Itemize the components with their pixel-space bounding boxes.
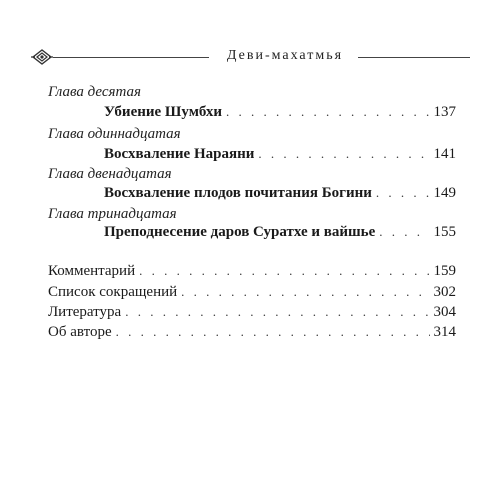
toc-entry[interactable]: [104, 146, 456, 163]
dot-leader: [116, 324, 430, 340]
toc-entry-title: Восхваление плодов почитания Богини: [104, 185, 372, 201]
toc-entry[interactable]: [104, 224, 456, 241]
toc-entry[interactable]: [48, 263, 456, 280]
header-rule-right: [358, 57, 470, 58]
dot-leader: [125, 304, 429, 320]
toc-entry-title: Убиение Шумбхи: [104, 104, 222, 120]
toc-entry-page: 304: [433, 304, 456, 320]
chapter-label: Глава одиннадцатая: [48, 126, 181, 142]
chapter-label: Глава тринадцатая: [48, 206, 177, 222]
running-header-title: Деви-махатмья: [226, 48, 344, 63]
dot-leader: [139, 263, 429, 279]
header-rule-left: [53, 57, 209, 58]
toc-entry-title: Преподнесение даров Суратхе и вайшье: [104, 224, 376, 240]
chapter-label: Глава двенадцатая: [48, 166, 172, 182]
toc-entry-page: 314: [433, 324, 456, 340]
toc-entry-page: 141: [433, 146, 456, 162]
dot-leader: [181, 284, 429, 300]
dot-leader: [258, 146, 429, 162]
toc-entry-page: 159: [433, 263, 456, 279]
toc-entry[interactable]: [48, 284, 456, 301]
toc-entry-title: Список сокращений: [48, 284, 178, 300]
dot-leader: [376, 185, 430, 201]
toc-entry-title: Комментарий: [48, 263, 136, 279]
toc-entry[interactable]: [48, 304, 456, 321]
toc-entry-title: Об авторе: [48, 324, 112, 340]
toc-entry-title: Восхваление Нараяни: [104, 146, 255, 162]
toc-entry-page: 302: [433, 284, 456, 300]
running-header: [31, 46, 470, 70]
dot-leader: [226, 104, 430, 120]
toc-entry-title: Литература: [48, 304, 122, 320]
toc-entry[interactable]: [104, 185, 456, 202]
toc-entry-page: 149: [433, 185, 456, 201]
toc-entry-page: 155: [433, 224, 456, 240]
chapter-label: Глава десятая: [48, 84, 141, 100]
toc-entry-page: 137: [433, 104, 456, 120]
toc-entry[interactable]: [48, 324, 456, 341]
knot-ornament-icon: [31, 48, 53, 66]
dot-leader: [379, 224, 429, 240]
toc-entry[interactable]: [104, 104, 456, 121]
